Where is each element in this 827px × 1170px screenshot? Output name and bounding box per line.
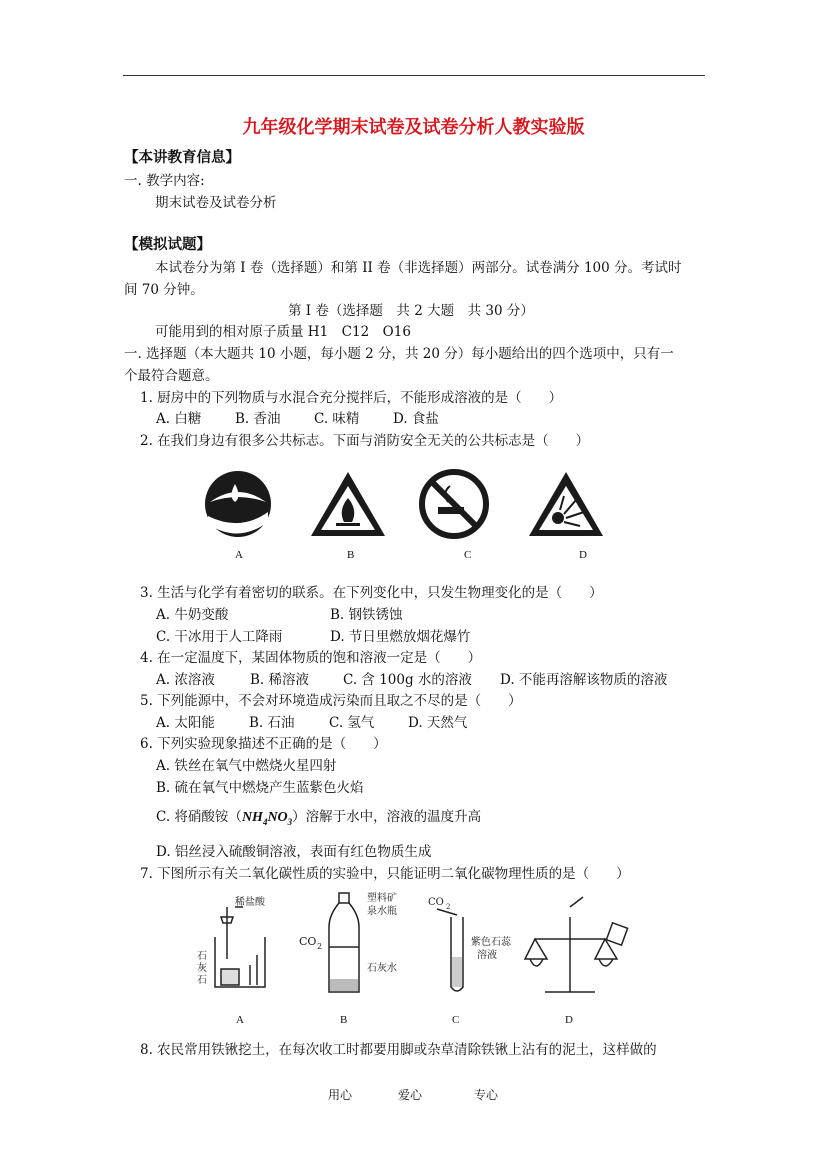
document-title: 九年级化学期末试卷及试卷分析人教实验版: [242, 117, 585, 138]
q3-option-c: C. 干冰用于人工降雨: [156, 629, 283, 645]
limestone-label-1: 石: [197, 951, 207, 962]
q7-stem: 7. 下图所示有关二氧化碳性质的实验中，只能证明二氧化碳物理性质的是（ ）: [140, 866, 630, 882]
water-saving-sign-icon: [205, 471, 271, 537]
footer-item-1: 用心: [328, 1088, 353, 1102]
bottle-label-2: 泉水瓶: [367, 906, 397, 917]
q6-option-b: B. 硫在氧气中燃烧产生蓝紫色火焰: [156, 780, 364, 796]
q2-signs-figure: [198, 462, 638, 570]
q4-option-a: A. 浓溶液: [156, 672, 215, 688]
q4-option-c: C. 含 100g 水的溶液: [343, 672, 472, 688]
q1-option-c: C. 味精: [314, 411, 360, 427]
section-heading-test: 【模拟试题】: [124, 237, 211, 253]
q1-option-d: D. 食盐: [393, 411, 439, 427]
test-tube-icon: [437, 909, 463, 991]
top-rule: [123, 75, 705, 76]
q2-stem: 2. 在我们身边有很多公共标志。下面与消防安全无关的公共标志是（ ）: [140, 433, 590, 449]
flammable-warning-icon: [311, 472, 385, 536]
q3-stem: 3. 生活与化学有着密切的联系。在下列变化中，只发生物理变化的是（ ）: [140, 585, 603, 601]
candle-beaker-apparatus-icon: [215, 907, 265, 987]
atomic-mass: 可能用到的相对原子质量 H1 C12 O16: [155, 324, 411, 340]
limestone-label-2: 灰: [197, 963, 207, 974]
q6-option-a: A. 铁丝在氧气中燃烧火星四射: [156, 758, 337, 774]
q3-option-d: D. 节日里燃放烟花爆竹: [330, 629, 471, 645]
co2-label-b: CO: [299, 935, 317, 948]
balance-scale-icon: [525, 897, 628, 992]
q5-option-c: C. 氢气: [329, 715, 375, 731]
q2-label-a: A: [235, 549, 243, 561]
q4-option-d: D. 不能再溶解该物质的溶液: [500, 672, 668, 688]
q7-label-d: D: [565, 1014, 573, 1026]
q7-label-c: C: [452, 1014, 460, 1026]
q6-option-d: D. 铝丝浸入硫酸铜溶液，表面有红色物质生成: [156, 844, 432, 860]
q6-option-c-suffix: ）溶解于水中，溶液的温度升高: [292, 809, 482, 825]
q5-stem: 5. 下列能源中，不会对环境造成污染而且取之不尽的是（ ）: [140, 693, 522, 709]
q6-stem: 6. 下列实验现象描述不正确的是（ ）: [140, 736, 387, 752]
teach-line: 一. 教学内容:: [124, 173, 205, 189]
part1-title: 第 I 卷（选择题 共 2 大题 共 30 分）: [288, 303, 534, 319]
q3-option-a: A. 牛奶变酸: [156, 607, 229, 623]
footer-item-3: 专心: [474, 1088, 499, 1102]
q1-option-a: A. 白糖: [156, 411, 202, 427]
no-smoking-sign-icon: [422, 472, 486, 536]
q2-label-d: D: [579, 549, 587, 561]
q3-option-b: B. 钢铁锈蚀: [330, 607, 403, 623]
litmus-label-1: 紫色石蕊: [471, 937, 511, 948]
litmus-label-2: 溶液: [477, 950, 497, 961]
q7-experiments-figure: [195, 887, 675, 1002]
mc-instruction-1: 一. 选择题（本大题共 10 小题，每小题 2 分，共 20 分）每小题给出的四个选项中，只有一: [124, 346, 674, 362]
q8-stem: 8. 农民常用铁锹挖土，在每次收工时都要用脚或杂草清除铁锹上沾有的泥土，这样做的: [140, 1042, 657, 1058]
q1-option-b: B. 香油: [235, 411, 281, 427]
q6-option-c: [156, 805, 481, 827]
footer-item-2: 爱心: [398, 1088, 423, 1102]
q7-label-b: B: [340, 1014, 348, 1026]
intro-line-1: 本试卷分为第 I 卷（选择题）和第 II 卷（非选择题）两部分。试卷满分 100 分。考试时: [155, 260, 682, 276]
ammonium-nitrate-formula: $NH_4NO_3$: [241, 810, 293, 827]
q4-option-b: B. 稀溶液: [250, 672, 310, 688]
co2-sub-b: 2: [317, 942, 323, 951]
plastic-bottle-icon: [329, 893, 359, 992]
section-heading-info: 【本讲教育信息】: [124, 150, 240, 166]
q1-stem: 1. 厨房中的下列物质与水混合充分搅拌后，不能形成溶液的是（ ）: [140, 390, 563, 406]
q4-stem: 4. 在一定温度下，某固体物质的饱和溶液一定是（ ）: [140, 650, 482, 666]
acid-label: 稀盐酸: [235, 897, 265, 908]
intro-line-2: 间 70 分钟。: [124, 282, 204, 298]
mc-instruction-2: 个最符合题意。: [124, 368, 219, 384]
q6-option-c-prefix: C. 将硝酸铵（: [156, 809, 242, 825]
explosive-warning-icon: [529, 472, 603, 536]
q2-label-c: C: [464, 549, 472, 561]
bottle-label-1: 塑料矿: [367, 893, 397, 904]
co2-label-c: CO: [428, 897, 444, 908]
limestone-label-3: 石: [197, 975, 207, 986]
q7-label-a: A: [236, 1014, 244, 1026]
q5-option-b: B. 石油: [249, 715, 295, 731]
q2-label-b: B: [347, 549, 355, 561]
teach-content: 期末试卷及试卷分析: [155, 195, 277, 211]
co2-sub-c: 2: [446, 903, 451, 911]
limewater-label: 石灰水: [367, 963, 397, 974]
q5-option-d: D. 天然气: [408, 715, 468, 731]
q5-option-a: A. 太阳能: [156, 715, 215, 731]
